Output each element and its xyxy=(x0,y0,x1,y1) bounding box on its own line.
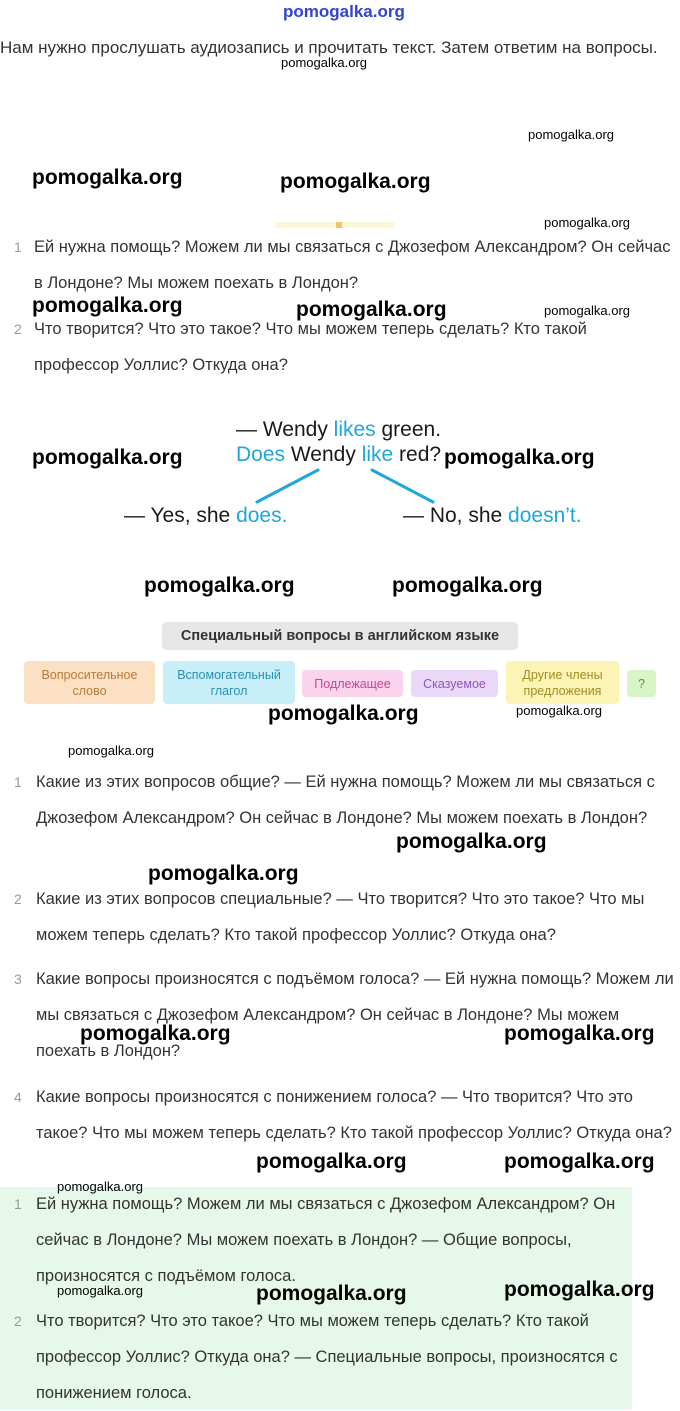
diagram-statement: — Wendy likes green. xyxy=(236,418,442,441)
item-text: Ей нужна помощь? Можем ли мы связаться с Джозефом Александром? Он сейчас в Лондоне? Мы можем поехать в Лондон? — Общие вопросы, произносятся с подъёмом голоса. xyxy=(36,1195,616,1285)
watermark: pomogalka.org xyxy=(444,446,595,469)
arrow-yes xyxy=(257,470,318,502)
watermark: pomogalka.org xyxy=(80,1022,231,1045)
watermark: pomogalka.org xyxy=(504,1278,655,1301)
watermark: pomogalka.org xyxy=(32,294,183,317)
tag-question-word: Вопросительное слово xyxy=(24,661,155,704)
item-number: 3 xyxy=(14,971,22,987)
item-number: 4 xyxy=(14,1089,22,1105)
tag-predicate: Сказуемое xyxy=(411,670,498,697)
diagram-answer-yes: — Yes, she does. xyxy=(124,504,288,527)
item-text: Что творится? Что это такое? Что мы можем теперь сделать? Кто такой профессор Уоллис? Откуда она? — Специальные вопросы, произносятся с понижением голоса. xyxy=(36,1312,618,1402)
watermark: pomogalka.org xyxy=(148,862,299,885)
watermark: pomogalka.org xyxy=(268,702,419,725)
item-text: Какие вопросы произносятся с подъёмом голоса? — Ей нужна помощь? Можем ли мы связаться с Джозефом Александром? Он сейчас в Лондоне? Мы можем поехать в Лондон? xyxy=(36,970,674,1060)
watermark: pomogalka.org xyxy=(57,1283,143,1298)
tag-other-members: Другие члены предложения xyxy=(506,661,619,704)
answer-item xyxy=(14,1303,674,1411)
qa-item xyxy=(14,961,674,1069)
item-number: 1 xyxy=(14,774,22,790)
watermark: pomogalka.org xyxy=(392,574,543,597)
qa-item xyxy=(14,1079,674,1151)
watermark: pomogalka.org xyxy=(280,170,431,193)
item-text: Какие вопросы произносятся с понижением голоса? — Что творится? Что это такое? Что мы можем теперь сделать? Кто такой профессор Уоллис? Откуда она? xyxy=(36,1088,672,1142)
tag-question-mark: ? xyxy=(627,670,656,697)
watermark: pomogalka.org xyxy=(504,1150,655,1173)
watermark: pomogalka.org xyxy=(57,1179,143,1194)
watermark: pomogalka.org xyxy=(396,830,547,853)
watermark: pomogalka.org xyxy=(544,303,630,318)
watermark: pomogalka.org xyxy=(32,446,183,469)
scheme-title: Специальный вопросы в английском языке xyxy=(162,622,518,650)
qa-item xyxy=(14,764,674,836)
diagram-arrows xyxy=(0,0,680,560)
watermark: pomogalka.org xyxy=(256,1282,407,1305)
item-text: Какие из этих вопросов общие? — Ей нужна помощь? Можем ли мы связаться с Джозефом Александром? Он сейчас в Лондоне? Мы можем поехать в Лондон? xyxy=(36,773,655,827)
arrow-no xyxy=(372,470,433,502)
watermark: pomogalka.org xyxy=(296,298,447,321)
item-number: 2 xyxy=(14,321,22,337)
watermark: pomogalka.org xyxy=(504,1022,655,1045)
item-text: Ей нужна помощь? Можем ли мы связаться с Джозефом Александром? Он сейчас в Лондоне? Мы можем поехать в Лондон? xyxy=(34,238,671,292)
item-number: 2 xyxy=(14,1313,22,1329)
intro-text: Нам нужно прослушать аудиозапись и прочитать текст. Затем ответим на вопросы. xyxy=(0,38,658,57)
watermark: pomogalka.org xyxy=(256,1150,407,1173)
item-number: 1 xyxy=(14,1196,22,1212)
watermark: pomogalka.org xyxy=(32,166,183,189)
tag-auxiliary-verb: Вспомогательный глагол xyxy=(163,661,295,704)
watermark: pomogalka.org xyxy=(516,703,602,718)
watermark: pomogalka.org xyxy=(68,743,154,758)
item-text: Какие из этих вопросов специальные? — Что творится? Что это такое? Что мы можем теперь сделать? Кто такой профессор Уоллис? Откуда она? xyxy=(36,890,645,944)
item-number: 2 xyxy=(14,891,22,907)
item-text: Что творится? Что это такое? Что мы можем теперь сделать? Кто такой профессор Уоллис? Откуда она? xyxy=(34,320,587,374)
watermark: pomogalka.org xyxy=(544,215,630,230)
watermark: pomogalka.org xyxy=(281,55,367,70)
watermark-top: pomogalka.org xyxy=(283,2,405,21)
diagram-question: Does Wendy like red? xyxy=(236,443,442,466)
item-number: 1 xyxy=(14,239,22,255)
watermark: pomogalka.org xyxy=(144,574,295,597)
watermark: pomogalka.org xyxy=(528,127,614,142)
qa-item xyxy=(14,881,674,953)
diagram-answer-no: — No, she doesn’t. xyxy=(403,504,582,527)
tag-subject: Подлежащее xyxy=(302,670,403,697)
